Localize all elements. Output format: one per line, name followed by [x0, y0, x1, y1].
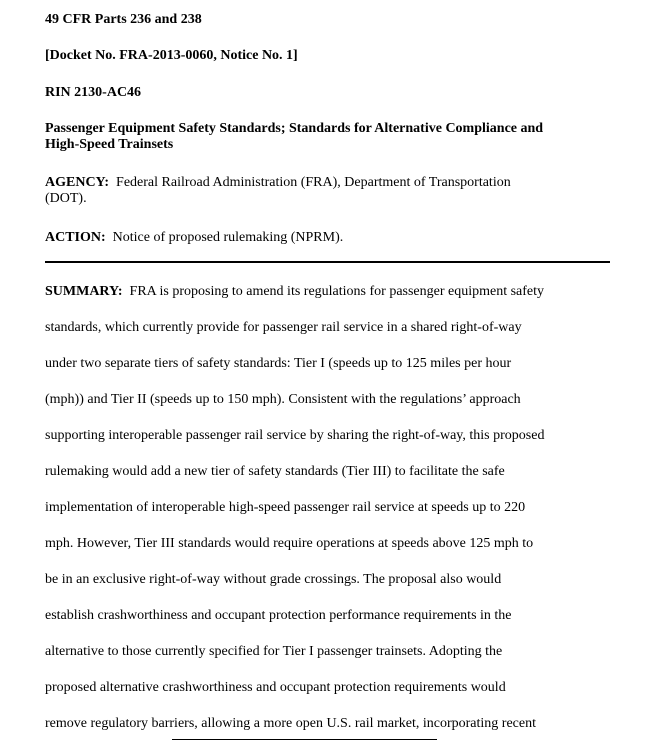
title-line-1: Passenger Equipment Safety Standards; Standards for Alternative Compliance and	[45, 121, 544, 136]
title-line-2: High-Speed Trainsets	[45, 137, 174, 152]
action-label: ACTION:	[45, 230, 106, 245]
rin-heading: RIN 2130-AC46	[45, 85, 142, 100]
summary-line: proposed alternative crashworthiness and occupant protection requirements would	[45, 680, 506, 695]
summary-line: implementation of interoperable high-speed passenger rail service at speeds up to 220	[45, 500, 526, 515]
section-divider	[45, 261, 610, 263]
summary-line: mph. However, Tier III standards would require operations at speeds above 125 mph to	[45, 536, 534, 551]
summary-label: SUMMARY:	[45, 284, 123, 299]
summary-line: under two separate tiers of safety standards: Tier I (speeds up to 125 miles per hour	[45, 356, 512, 371]
agency-text-cont: (DOT).	[45, 191, 87, 206]
summary-line: supporting interoperable passenger rail service by sharing the right-of-way, this proposed	[45, 428, 545, 443]
agency-label: AGENCY:	[45, 175, 110, 190]
summary-line: be in an exclusive right-of-way without grade crossings. The proposal also would	[45, 572, 502, 587]
action-text: Notice of proposed rulemaking (NPRM).	[112, 230, 344, 245]
cfr-parts-heading: 49 CFR Parts 236 and 238	[45, 12, 202, 27]
agency-field	[45, 175, 605, 207]
agency-text: Federal Railroad Administration (FRA), Department of Transportation	[116, 175, 511, 190]
summary-line: rulemaking would add a new tier of safety standards (Tier III) to facilitate the safe	[45, 464, 505, 479]
docket-heading: [Docket No. FRA-2013-0060, Notice No. 1]	[45, 48, 298, 63]
summary-line: standards, which currently provide for passenger rail service in a shared right-of-way	[45, 320, 522, 335]
summary-first-line	[45, 284, 544, 300]
summary-text: FRA is proposing to amend its regulations for passenger equipment safety	[129, 284, 545, 299]
footnote-separator	[172, 739, 437, 740]
action-field	[45, 230, 605, 246]
summary-line: (mph)) and Tier II (speeds up to 150 mph). Consistent with the regulations’ approach	[45, 392, 521, 407]
document-title	[45, 121, 620, 153]
summary-line: remove regulatory barriers, allowing a more open U.S. rail market, incorporating recent	[45, 716, 536, 731]
summary-line: alternative to those currently specified for Tier I passenger trainsets. Adopting the	[45, 644, 503, 659]
summary-line: establish crashworthiness and occupant protection performance requirements in the	[45, 608, 512, 623]
